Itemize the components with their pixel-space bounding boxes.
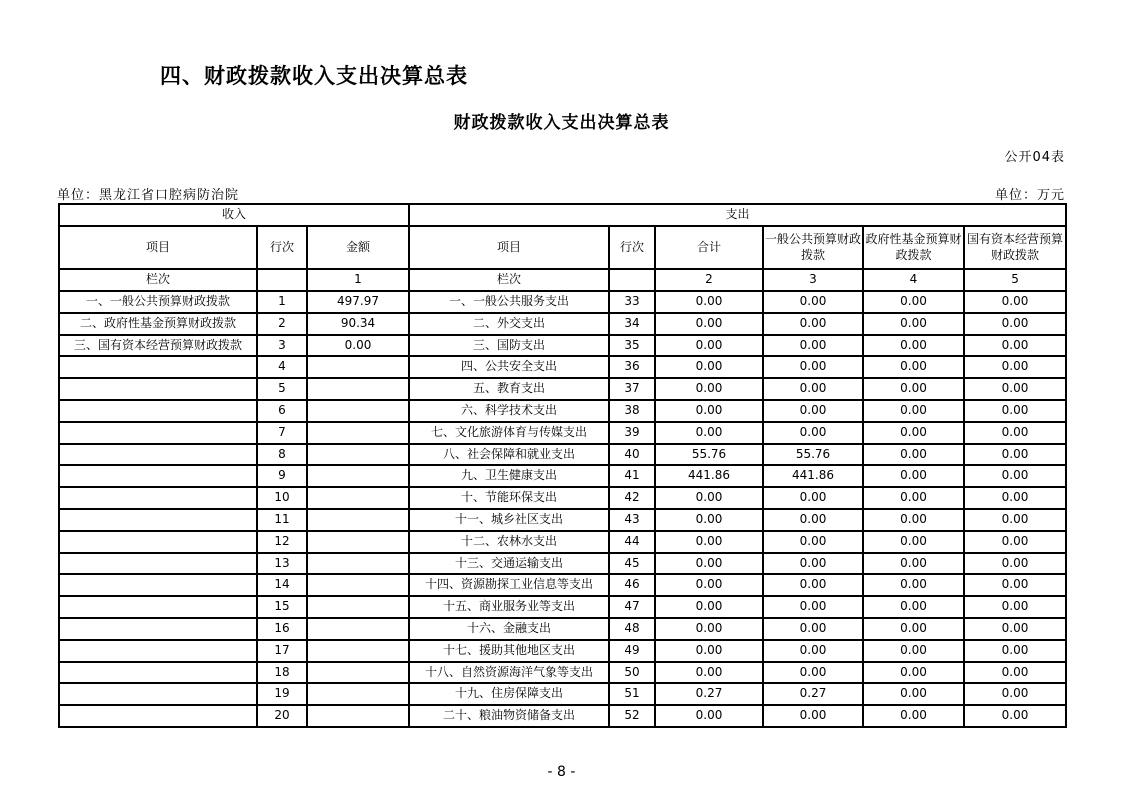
expense-total-cell: 0.00 <box>655 400 763 422</box>
income-rowno-cell: 17 <box>257 640 307 662</box>
expense-total-cell: 0.00 <box>655 618 763 640</box>
expense-total-cell: 0.00 <box>655 596 763 618</box>
income-rowno-cell: 8 <box>257 444 307 466</box>
expense-state-capital-cell: 0.00 <box>964 640 1066 662</box>
expense-state-capital-cell: 0.00 <box>964 553 1066 575</box>
expense-total-cell: 0.00 <box>655 335 763 357</box>
expense-item-cell: 十三、交通运输支出 <box>409 553 609 575</box>
expense-general-budget-cell: 0.00 <box>763 378 863 400</box>
expense-state-capital-cell: 0.00 <box>964 531 1066 553</box>
expense-total-cell: 441.86 <box>655 465 763 487</box>
expense-gov-fund-cell: 0.00 <box>863 662 964 684</box>
income-item-cell <box>59 531 257 553</box>
expense-rowno-cell: 40 <box>609 444 655 466</box>
expense-general-budget-cell: 0.00 <box>763 705 863 727</box>
expense-state-capital-cell: 0.00 <box>964 400 1066 422</box>
expense-item-cell: 四、公共安全支出 <box>409 356 609 378</box>
expense-total-cell: 0.00 <box>655 705 763 727</box>
table-row <box>59 553 1066 575</box>
income-item-cell <box>59 640 257 662</box>
unit-row <box>57 184 1065 203</box>
expense-state-capital-cell: 0.00 <box>964 465 1066 487</box>
unit-name-label: 单位：黑龙江省口腔病防治院 <box>57 188 240 203</box>
expense-state-capital-cell: 0.00 <box>964 291 1066 313</box>
expense-rowno-cell: 34 <box>609 313 655 335</box>
table-row <box>59 313 1066 335</box>
expense-rowno-cell: 46 <box>609 574 655 596</box>
expense-gov-fund-cell: 0.00 <box>863 574 964 596</box>
income-amount-cell <box>307 378 409 400</box>
income-item-cell <box>59 596 257 618</box>
income-amount-cell <box>307 553 409 575</box>
table-row <box>59 335 1066 357</box>
expense-gov-fund-cell: 0.00 <box>863 683 964 705</box>
expense-total-cell: 0.00 <box>655 378 763 400</box>
income-item-cell <box>59 400 257 422</box>
income-column-index-label: 栏次 <box>59 269 257 291</box>
expense-state-capital-cell: 0.00 <box>964 335 1066 357</box>
expense-general-budget-cell: 0.00 <box>763 291 863 313</box>
income-item-cell: 一、一般公共预算财政拨款 <box>59 291 257 313</box>
expense-item-header: 项目 <box>409 226 609 269</box>
income-item-cell <box>59 509 257 531</box>
expense-rowno-cell: 51 <box>609 683 655 705</box>
income-item-cell <box>59 356 257 378</box>
income-item-cell <box>59 683 257 705</box>
expense-state-capital-cell: 0.00 <box>964 509 1066 531</box>
expense-total-cell: 0.00 <box>655 487 763 509</box>
expense-rowno-cell: 38 <box>609 400 655 422</box>
page-number: - 8 - <box>547 764 576 780</box>
expense-section-header: 支出 <box>409 204 1066 226</box>
expense-gov-fund-cell: 0.00 <box>863 422 964 444</box>
expense-total-cell: 0.00 <box>655 531 763 553</box>
expense-gov-fund-cell: 0.00 <box>863 640 964 662</box>
income-amount-cell <box>307 574 409 596</box>
expense-rowno-cell: 39 <box>609 422 655 444</box>
expense-state-capital-cell: 0.00 <box>964 574 1066 596</box>
expense-total-cell: 0.00 <box>655 509 763 531</box>
expense-total-cell: 0.00 <box>655 313 763 335</box>
expense-general-budget-cell: 441.86 <box>763 465 863 487</box>
income-rowno-cell: 11 <box>257 509 307 531</box>
expense-state-capital-cell: 0.00 <box>964 662 1066 684</box>
expense-total-cell: 0.00 <box>655 356 763 378</box>
expense-item-cell: 十九、住房保障支出 <box>409 683 609 705</box>
expense-state-capital-cell: 0.00 <box>964 487 1066 509</box>
expense-total-cell: 55.76 <box>655 444 763 466</box>
expense-rowno-cell: 36 <box>609 356 655 378</box>
table-row <box>59 487 1066 509</box>
expense-item-cell: 一、一般公共服务支出 <box>409 291 609 313</box>
income-amount-cell <box>307 487 409 509</box>
income-rowno-cell: 5 <box>257 378 307 400</box>
income-amount-cell <box>307 465 409 487</box>
table-row <box>59 662 1066 684</box>
expense-state-capital-cell: 0.00 <box>964 422 1066 444</box>
expense-rowno-cell: 47 <box>609 596 655 618</box>
expense-rowno-cell: 42 <box>609 487 655 509</box>
expense-item-cell: 十二、农林水支出 <box>409 531 609 553</box>
income-amount-cell <box>307 509 409 531</box>
expense-gov-fund-cell: 0.00 <box>863 705 964 727</box>
income-item-cell <box>59 553 257 575</box>
expense-general-budget-cell: 0.00 <box>763 313 863 335</box>
expense-rowno-header: 行次 <box>609 226 655 269</box>
expense-gov-fund-cell: 0.00 <box>863 487 964 509</box>
income-rowno-cell: 1 <box>257 291 307 313</box>
income-amount-cell <box>307 705 409 727</box>
expense-gov-fund-cell: 0.00 <box>863 465 964 487</box>
expense-column-index-label: 栏次 <box>409 269 609 291</box>
expense-rowno-cell: 37 <box>609 378 655 400</box>
income-section-header: 收入 <box>59 204 409 226</box>
income-rowno-cell: 20 <box>257 705 307 727</box>
income-rowno-cell: 3 <box>257 335 307 357</box>
expense-item-cell: 十七、援助其他地区支出 <box>409 640 609 662</box>
income-item-cell: 二、政府性基金预算财政拨款 <box>59 313 257 335</box>
expense-gov-fund-cell: 0.00 <box>863 335 964 357</box>
expense-item-cell: 九、卫生健康支出 <box>409 465 609 487</box>
expense-general-budget-cell: 55.76 <box>763 444 863 466</box>
expense-state-capital-cell: 0.00 <box>964 618 1066 640</box>
expense-gov-fund-cell: 0.00 <box>863 553 964 575</box>
expense-state-capital-cell: 0.00 <box>964 378 1066 400</box>
expense-gov-fund-cell: 0.00 <box>863 618 964 640</box>
income-rowno-cell: 9 <box>257 465 307 487</box>
table-row <box>59 378 1066 400</box>
income-item-header: 项目 <box>59 226 257 269</box>
section-header-row <box>59 204 1066 226</box>
table-row <box>59 683 1066 705</box>
income-rowno-cell: 13 <box>257 553 307 575</box>
expense-state-capital-cell: 0.00 <box>964 313 1066 335</box>
expense-rowno-index-cell <box>609 269 655 291</box>
expense-rowno-cell: 35 <box>609 335 655 357</box>
expense-general-budget-cell: 0.00 <box>763 531 863 553</box>
table-row <box>59 640 1066 662</box>
expense-item-cell: 十五、商业服务业等支出 <box>409 596 609 618</box>
income-item-cell: 三、国有资本经营预算财政拨款 <box>59 335 257 357</box>
income-rowno-index-cell <box>257 269 307 291</box>
expense-general-budget-index: 3 <box>763 269 863 291</box>
income-item-cell <box>59 574 257 596</box>
budget-table <box>58 203 1067 728</box>
expense-general-budget-header: 一般公共预算财政拨款 <box>763 226 863 269</box>
expense-item-cell: 五、教育支出 <box>409 378 609 400</box>
income-amount-cell <box>307 683 409 705</box>
income-rowno-cell: 6 <box>257 400 307 422</box>
expense-gov-fund-cell: 0.00 <box>863 596 964 618</box>
expense-gov-fund-cell: 0.00 <box>863 531 964 553</box>
expense-total-header: 合计 <box>655 226 763 269</box>
income-rowno-cell: 10 <box>257 487 307 509</box>
income-amount-cell <box>307 422 409 444</box>
expense-total-cell: 0.00 <box>655 553 763 575</box>
expense-state-capital-cell: 0.00 <box>964 705 1066 727</box>
expense-state-capital-cell: 0.00 <box>964 683 1066 705</box>
expense-general-budget-cell: 0.00 <box>763 596 863 618</box>
income-item-cell <box>59 618 257 640</box>
expense-general-budget-cell: 0.00 <box>763 553 863 575</box>
expense-state-capital-header: 国有资本经营预算财政拨款 <box>964 226 1066 269</box>
expense-general-budget-cell: 0.00 <box>763 487 863 509</box>
income-amount-cell <box>307 640 409 662</box>
income-rowno-cell: 18 <box>257 662 307 684</box>
expense-rowno-cell: 41 <box>609 465 655 487</box>
expense-gov-fund-cell: 0.00 <box>863 291 964 313</box>
expense-general-budget-cell: 0.00 <box>763 662 863 684</box>
expense-gov-fund-cell: 0.00 <box>863 444 964 466</box>
table-row <box>59 596 1066 618</box>
expense-item-cell: 十、节能环保支出 <box>409 487 609 509</box>
table-row <box>59 574 1066 596</box>
table-title: 财政拨款收入支出决算总表 <box>453 113 670 133</box>
form-code-label: 公开04表 <box>1004 150 1065 165</box>
expense-rowno-cell: 52 <box>609 705 655 727</box>
expense-general-budget-cell: 0.00 <box>763 640 863 662</box>
expense-total-cell: 0.00 <box>655 574 763 596</box>
income-amount-cell <box>307 356 409 378</box>
expense-total-cell: 0.00 <box>655 422 763 444</box>
expense-rowno-cell: 50 <box>609 662 655 684</box>
expense-rowno-cell: 33 <box>609 291 655 313</box>
expense-state-capital-cell: 0.00 <box>964 444 1066 466</box>
income-rowno-cell: 19 <box>257 683 307 705</box>
expense-total-cell: 0.00 <box>655 662 763 684</box>
expense-rowno-cell: 49 <box>609 640 655 662</box>
table-row <box>59 531 1066 553</box>
expense-item-cell: 八、社会保障和就业支出 <box>409 444 609 466</box>
income-amount-cell <box>307 596 409 618</box>
expense-gov-fund-index: 4 <box>863 269 964 291</box>
column-index-row <box>59 269 1066 291</box>
expense-general-budget-cell: 0.00 <box>763 618 863 640</box>
expense-gov-fund-cell: 0.00 <box>863 400 964 422</box>
expense-state-capital-cell: 0.00 <box>964 596 1066 618</box>
expense-gov-fund-cell: 0.00 <box>863 356 964 378</box>
income-rowno-cell: 2 <box>257 313 307 335</box>
table-row <box>59 422 1066 444</box>
income-item-cell <box>59 662 257 684</box>
table-row <box>59 509 1066 531</box>
expense-state-capital-index: 5 <box>964 269 1066 291</box>
expense-gov-fund-cell: 0.00 <box>863 378 964 400</box>
section-heading: 四、财政拨款收入支出决算总表 <box>160 64 468 88</box>
expense-total-cell: 0.00 <box>655 291 763 313</box>
unit-currency-label: 单位：万元 <box>994 188 1065 203</box>
expense-general-budget-cell: 0.00 <box>763 400 863 422</box>
expense-gov-fund-header: 政府性基金预算财政拨款 <box>863 226 964 269</box>
table-row <box>59 356 1066 378</box>
income-rowno-cell: 12 <box>257 531 307 553</box>
expense-state-capital-cell: 0.00 <box>964 356 1066 378</box>
expense-total-cell: 0.27 <box>655 683 763 705</box>
income-rowno-cell: 4 <box>257 356 307 378</box>
expense-item-cell: 六、科学技术支出 <box>409 400 609 422</box>
income-amount-cell: 90.34 <box>307 313 409 335</box>
expense-item-cell: 十八、自然资源海洋气象等支出 <box>409 662 609 684</box>
expense-rowno-cell: 44 <box>609 531 655 553</box>
income-amount-index: 1 <box>307 269 409 291</box>
table-row <box>59 291 1066 313</box>
table-row <box>59 400 1066 422</box>
income-item-cell <box>59 444 257 466</box>
expense-total-index: 2 <box>655 269 763 291</box>
income-amount-cell <box>307 618 409 640</box>
expense-rowno-cell: 48 <box>609 618 655 640</box>
income-item-cell <box>59 487 257 509</box>
income-rowno-cell: 7 <box>257 422 307 444</box>
table-row <box>59 705 1066 727</box>
expense-general-budget-cell: 0.00 <box>763 422 863 444</box>
expense-general-budget-cell: 0.00 <box>763 509 863 531</box>
expense-gov-fund-cell: 0.00 <box>863 509 964 531</box>
column-header-row <box>59 226 1066 269</box>
income-item-cell <box>59 465 257 487</box>
table-row <box>59 618 1066 640</box>
income-amount-header: 金额 <box>307 226 409 269</box>
expense-item-cell: 十六、金融支出 <box>409 618 609 640</box>
expense-item-cell: 七、文化旅游体育与传媒支出 <box>409 422 609 444</box>
expense-item-cell: 十一、城乡社区支出 <box>409 509 609 531</box>
income-amount-cell <box>307 531 409 553</box>
income-rowno-header: 行次 <box>257 226 307 269</box>
income-amount-cell: 0.00 <box>307 335 409 357</box>
expense-rowno-cell: 43 <box>609 509 655 531</box>
expense-general-budget-cell: 0.00 <box>763 335 863 357</box>
expense-item-cell: 二十、粮油物资储备支出 <box>409 705 609 727</box>
income-item-cell <box>59 422 257 444</box>
table-row <box>59 444 1066 466</box>
income-amount-cell: 497.97 <box>307 291 409 313</box>
income-rowno-cell: 14 <box>257 574 307 596</box>
expense-item-cell: 二、外交支出 <box>409 313 609 335</box>
expense-general-budget-cell: 0.00 <box>763 356 863 378</box>
expense-general-budget-cell: 0.00 <box>763 574 863 596</box>
expense-general-budget-cell: 0.27 <box>763 683 863 705</box>
income-rowno-cell: 16 <box>257 618 307 640</box>
expense-total-cell: 0.00 <box>655 640 763 662</box>
income-amount-cell <box>307 444 409 466</box>
expense-item-cell: 十四、资源勘探工业信息等支出 <box>409 574 609 596</box>
table-row <box>59 465 1066 487</box>
expense-rowno-cell: 45 <box>609 553 655 575</box>
income-amount-cell <box>307 400 409 422</box>
income-item-cell <box>59 705 257 727</box>
income-rowno-cell: 15 <box>257 596 307 618</box>
expense-gov-fund-cell: 0.00 <box>863 313 964 335</box>
expense-item-cell: 三、国防支出 <box>409 335 609 357</box>
income-item-cell <box>59 378 257 400</box>
income-amount-cell <box>307 662 409 684</box>
